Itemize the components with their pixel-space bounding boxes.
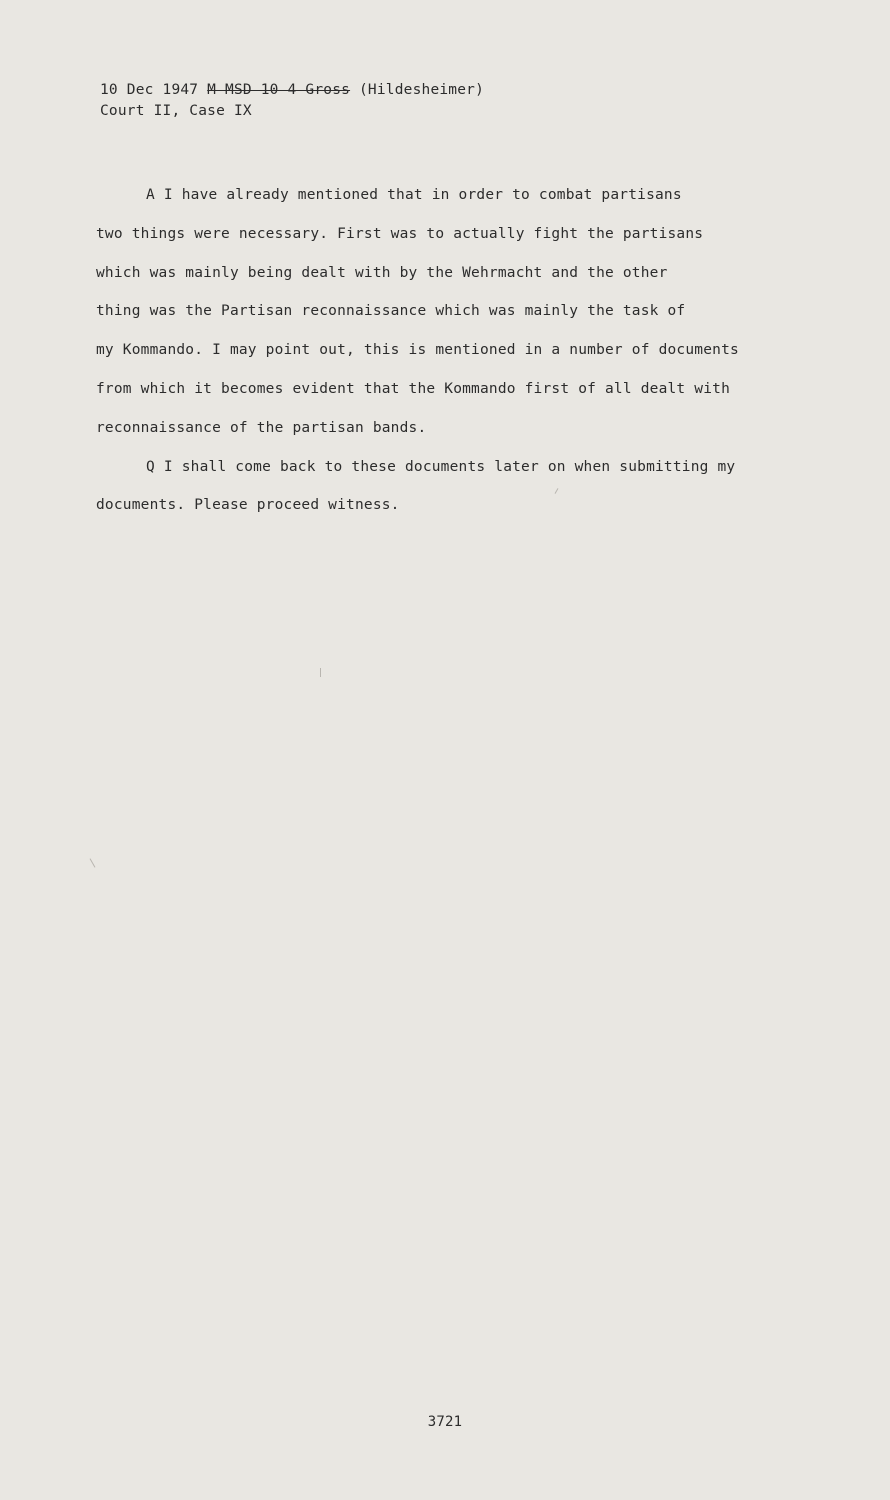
paper-speck [320,668,321,677]
page-number: 3721 [427,1414,463,1430]
answer-line: my Kommando. I may point out, this is mentioned in a number of documents [96,342,739,359]
struck-reference: M MSD 10 4 Gross [207,82,351,98]
transcript-header [100,80,484,122]
answer-line: reconnaissance of the partisan bands. [96,419,427,436]
court-case-line: Court II, Case IX [100,103,252,119]
question-line: documents. Please proceed witness. [96,497,400,514]
question-line: Q I shall come back to these documents later on when submitting my [146,458,736,475]
answer-line: thing was the Partisan reconnaissance which was mainly the task of [96,303,686,320]
testimony-body [96,176,816,525]
answer-line: from which it becomes evident that the Kommando first of all dealt with [96,380,731,397]
answer-line: A I have already mentioned that in order to combat partisans [146,187,682,203]
answer-line: which was mainly being dealt with by the Wehrmacht and the other [96,264,668,281]
header-date: 10 Dec 1947 [100,82,199,98]
paper-speck [90,858,96,867]
header-line-1 [100,80,484,101]
question-paragraph [96,448,816,526]
answer-line: two things were necessary. First was to actually fight the partisans [96,225,704,242]
answer-paragraph [96,176,816,448]
witness-name: (Hildesheimer) [359,82,485,98]
